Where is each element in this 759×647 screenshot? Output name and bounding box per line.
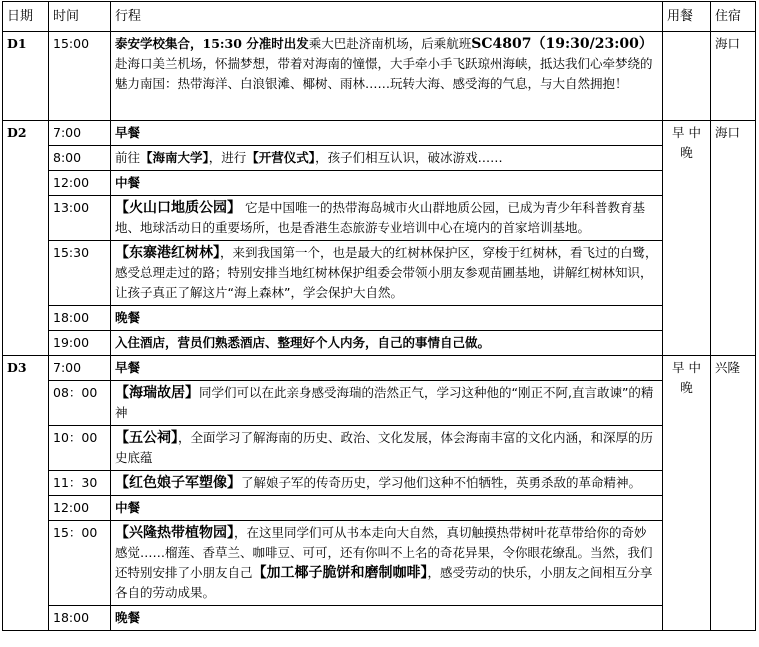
plan-text: 前往 [115,150,141,165]
table-row [3,356,756,381]
day-label: D1 [3,32,49,121]
plan-cell [111,381,663,426]
table-row [3,331,756,356]
plan-text: ，感受劳动的快乐，小朋友之间相互分享各自的劳动成果。 [115,565,653,600]
plan-bold: 【开营仪式】 [246,150,316,165]
plan-text: 赴海口美兰机场，怀揣梦想，带着对海南的憧憬，大手牵小手飞跃琼州海峡，抵达我们心牵梦绕的魅力南国：热带海洋、白浪银滩、椰树、雨林……玩转大海、感受海的气息，与大自然拥抱！ [115,56,653,91]
header-plan: 行程 [111,2,663,32]
plan-text: 了解娘子军的传奇历史，学习他们这种不怕牺牲，英勇杀敌的革命精神。 [241,475,642,490]
plan-cell: 中餐 [111,496,663,521]
time-cell: 7:00 [49,356,111,381]
flight-number: SC4807（19:30/23:00） [471,36,653,52]
time-cell: 10：00 [49,426,111,471]
time-cell: 15：00 [49,521,111,606]
time-cell: 12:00 [49,171,111,196]
plan-bold: 【东寨港红树林】 [115,245,220,261]
meals-cell: 早 中 晚 [663,121,711,356]
plan-cell: 早餐 [111,121,663,146]
time-cell: 13:00 [49,196,111,241]
day-label: D3 [3,356,49,631]
table-row [3,121,756,146]
table-row [3,381,756,426]
table-row [3,606,756,631]
plan-cell: 早餐 [111,356,663,381]
plan-bold: 【兴隆热带植物园】 [115,525,234,541]
header-meals: 用餐 [663,2,711,32]
time-cell: 15:30 [49,241,111,306]
table-row [3,241,756,306]
plan-cell: 中餐 [111,171,663,196]
plan-text: ，全面学习了解海南的历史、政治、文化发展，体会海南丰富的文化内涵，和深厚的历史底蕴 [115,430,654,465]
hotel-cell: 兴隆 [711,356,756,631]
plan-bold: 【红色娘子军塑像】 [115,475,241,491]
meals-cell: 早 中 晚 [663,356,711,631]
plan-text: ，来到我国第一个，也是最大的红树林保护区，穿梭于红树林，看飞过的白鹭，感受总理走过的路；特别安排当地红树林保护组委会带领小朋友参观苗圃基地，讲解红树林知识，让孩子真正了解这片“海上森林”，学会保护大自然。 [115,245,658,300]
plan-text: ，在这里同学们可从书本走向大自然，真切触摸热带树叶花草带给你的奇妙感觉……榴莲、香草兰、咖啡豆、可可，还有你叫不上名的奇花异果，令你眼花缭乱。当然，我们还特别安排了小朋友自己 [115,525,653,580]
time-cell: 12:00 [49,496,111,521]
plan-bold: 【海南大学】 [140,150,209,165]
plan-cell [111,196,663,241]
header-hotel: 住宿 [711,2,756,32]
plan-cell [111,471,663,496]
header-date: 日期 [3,2,49,32]
plan-cell [111,241,663,306]
time-cell: 7:00 [49,121,111,146]
header-time: 时间 [49,2,111,32]
table-row [3,146,756,171]
table-row [3,521,756,606]
plan-bold: 泰安学校集合，15:30 分准时出发 [115,36,309,51]
plan-text: ，进行 [208,150,247,165]
table-row [3,496,756,521]
plan-bold: 【加工椰子脆饼和磨制咖啡】 [252,565,428,581]
table-row [3,471,756,496]
table-row [3,306,756,331]
plan-cell [111,521,663,606]
plan-text: 同学们可以在此亲身感受海瑞的浩然正气，学习这种他的“刚正不阿,直言敢谏”的精神 [115,385,654,420]
table-row [3,171,756,196]
time-cell: 08：00 [49,381,111,426]
plan-cell: 入住酒店，营员们熟悉酒店、整理好个人内务，自己的事情自己做。 [111,331,663,356]
plan-cell [111,146,663,171]
time-cell: 11：30 [49,471,111,496]
hotel-cell: 海口 [711,32,756,121]
table-row [3,32,756,121]
header-row [3,2,756,32]
time-cell: 15:00 [49,32,111,121]
time-cell: 8:00 [49,146,111,171]
plan-text: ，孩子们相互认识，破冰游戏…… [315,150,503,165]
plan-text: 它是中国唯一的热带海岛城市火山群地质公园，已成为青少年科普教育基地、地球活动日的重要场所，也是香港生态旅游专业培训中心在境内的首家培训基地。 [115,200,645,235]
meals-cell [663,32,711,121]
time-cell: 19:00 [49,331,111,356]
plan-bold: 【海瑞故居】 [115,385,199,401]
plan-text: 乘大巴赴济南机场，后乘航班 [308,36,472,51]
time-cell: 18:00 [49,606,111,631]
plan-cell: 晚餐 [111,306,663,331]
plan-cell [111,32,663,121]
itinerary-table [2,1,756,631]
time-cell: 18:00 [49,306,111,331]
plan-cell: 晚餐 [111,606,663,631]
plan-bold: 【火山口地质公园】 [115,200,241,216]
table-row [3,426,756,471]
table-row [3,196,756,241]
hotel-cell: 海口 [711,121,756,356]
day-label: D2 [3,121,49,356]
plan-bold: 【五公祠】 [115,430,178,446]
plan-cell [111,426,663,471]
